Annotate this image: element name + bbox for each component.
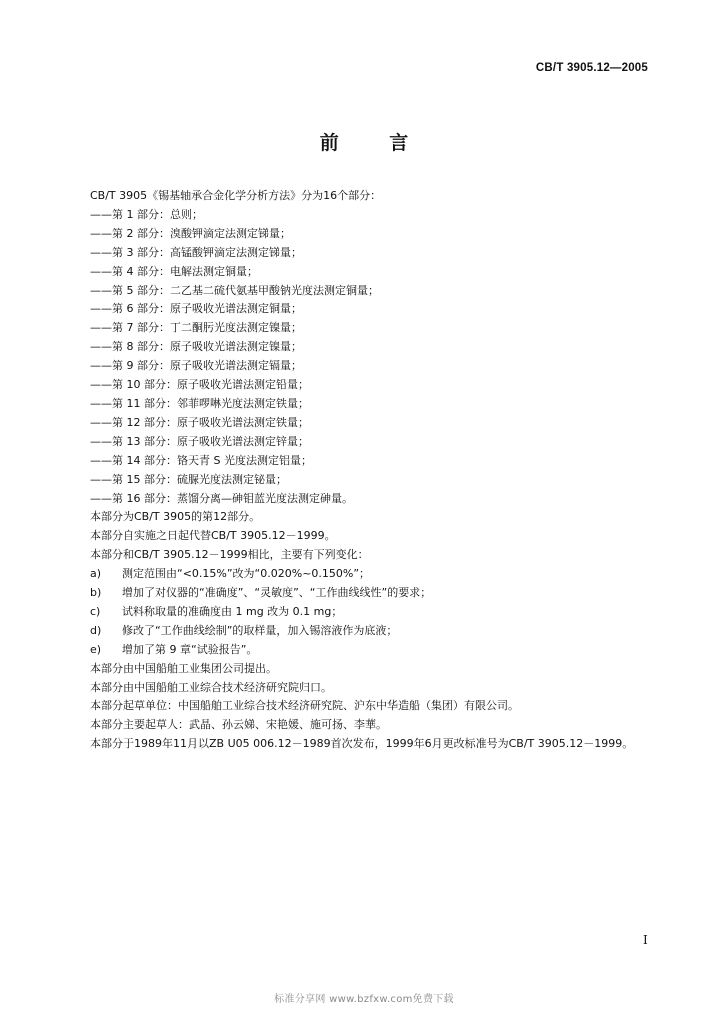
centralized-line: 本部分由中国船舶工业综合技术经济研究院归口。 xyxy=(90,680,332,694)
list-item: ——第 16 部分：蒸馏分离—砷钼蓝光度法测定砷量。 xyxy=(90,491,353,505)
list-item: ——第 15 部分：硫脲光度法测定铋量； xyxy=(90,472,287,486)
change-mark: b) xyxy=(90,586,102,600)
statement-line: 本部分为CB/T 3905的第12部分。 xyxy=(90,510,261,524)
change-item xyxy=(90,622,665,641)
change-item xyxy=(90,603,665,622)
change-mark: c) xyxy=(90,604,101,618)
change-text: 修改了“工作曲线绘制”的取样量，加入锡溶液作为底液； xyxy=(122,623,398,637)
list-item: ——第 12 部分：原子吸收光谱法测定铁量； xyxy=(90,415,309,429)
list-item: ——第 6 部分：原子吸收光谱法测定铜量； xyxy=(90,302,302,316)
list-item: ——第 13 部分：原子吸收光谱法测定锌量； xyxy=(90,434,309,448)
statement-line: 本部分自实施之日起代替CB/T 3905.12－1999。 xyxy=(90,529,336,543)
page-number: I xyxy=(643,933,648,947)
list-item: ——第 2 部分：溴酸钾滴定法测定锑量； xyxy=(90,226,291,240)
drafting-units-line: 本部分起草单位：中国船舶工业综合技术经济研究院、沪东中华造船（集团）有限公司。 xyxy=(90,699,519,713)
change-mark: d) xyxy=(90,623,102,637)
list-item: ——第 1 部分：总则； xyxy=(90,207,203,221)
change-item xyxy=(90,565,665,584)
list-item: ——第 9 部分：原子吸收光谱法测定镉量； xyxy=(90,359,302,373)
proposer-line: 本部分由中国船舶工业集团公司提出。 xyxy=(90,661,277,675)
parts-list xyxy=(90,206,665,509)
standard-code: CB/T 3905.12—2005 xyxy=(535,62,648,74)
page-title: 前 言 xyxy=(319,132,431,154)
change-item xyxy=(90,641,665,660)
history-line: 本部分于1989年11月以ZB U05 006.12－1989首次发布，1999年6月更改标准号为CB/T 3905.12－1999。 xyxy=(90,737,634,751)
list-item: ——第 14 部分：铬天青 S 光度法测定铝量； xyxy=(90,453,312,467)
document-body xyxy=(90,187,665,754)
list-item: ——第 11 部分：邻菲啰啉光度法测定铁量； xyxy=(90,396,309,410)
list-item: ——第 5 部分：二乙基二硫代氨基甲酸钠光度法测定铜量； xyxy=(90,283,379,297)
list-item: ——第 3 部分：高锰酸钾滴定法测定锑量； xyxy=(90,245,302,259)
list-item: ——第 4 部分：电解法测定铜量； xyxy=(90,264,258,278)
change-text: 测定范围由“<0.15%”改为“0.020%~0.150%”； xyxy=(122,567,371,581)
footer-watermark: 标准分享网 www.bzfxw.com免费下载 xyxy=(274,994,454,1005)
drafters-line: 本部分主要起草人：武晶、孙云娣、宋艳媛、施可扬、李華。 xyxy=(90,718,387,732)
change-mark: e) xyxy=(90,642,102,656)
list-item: ——第 7 部分：丁二酮肟光度法测定镍量； xyxy=(90,321,302,335)
list-item: ——第 8 部分：原子吸收光谱法测定镍量； xyxy=(90,340,302,354)
change-mark: a) xyxy=(90,567,102,581)
changes-list xyxy=(90,565,665,660)
list-item: ——第 10 部分：原子吸收光谱法测定铅量； xyxy=(90,378,309,392)
intro-line: CB/T 3905《锡基轴承合金化学分析方法》分为16个部分： xyxy=(90,189,382,202)
change-text: 增加了对仪器的“准确度”、“灵敏度”、“工作曲线线性”的要求； xyxy=(122,586,432,600)
change-item xyxy=(90,584,665,603)
change-text: 增加了第 9 章“试验报告”。 xyxy=(122,642,258,656)
statement-line: 本部分和CB/T 3905.12－1999相比，主要有下列变化： xyxy=(90,548,369,562)
change-text: 试料称取量的准确度由 1 mg 改为 0.1 mg； xyxy=(122,604,343,618)
